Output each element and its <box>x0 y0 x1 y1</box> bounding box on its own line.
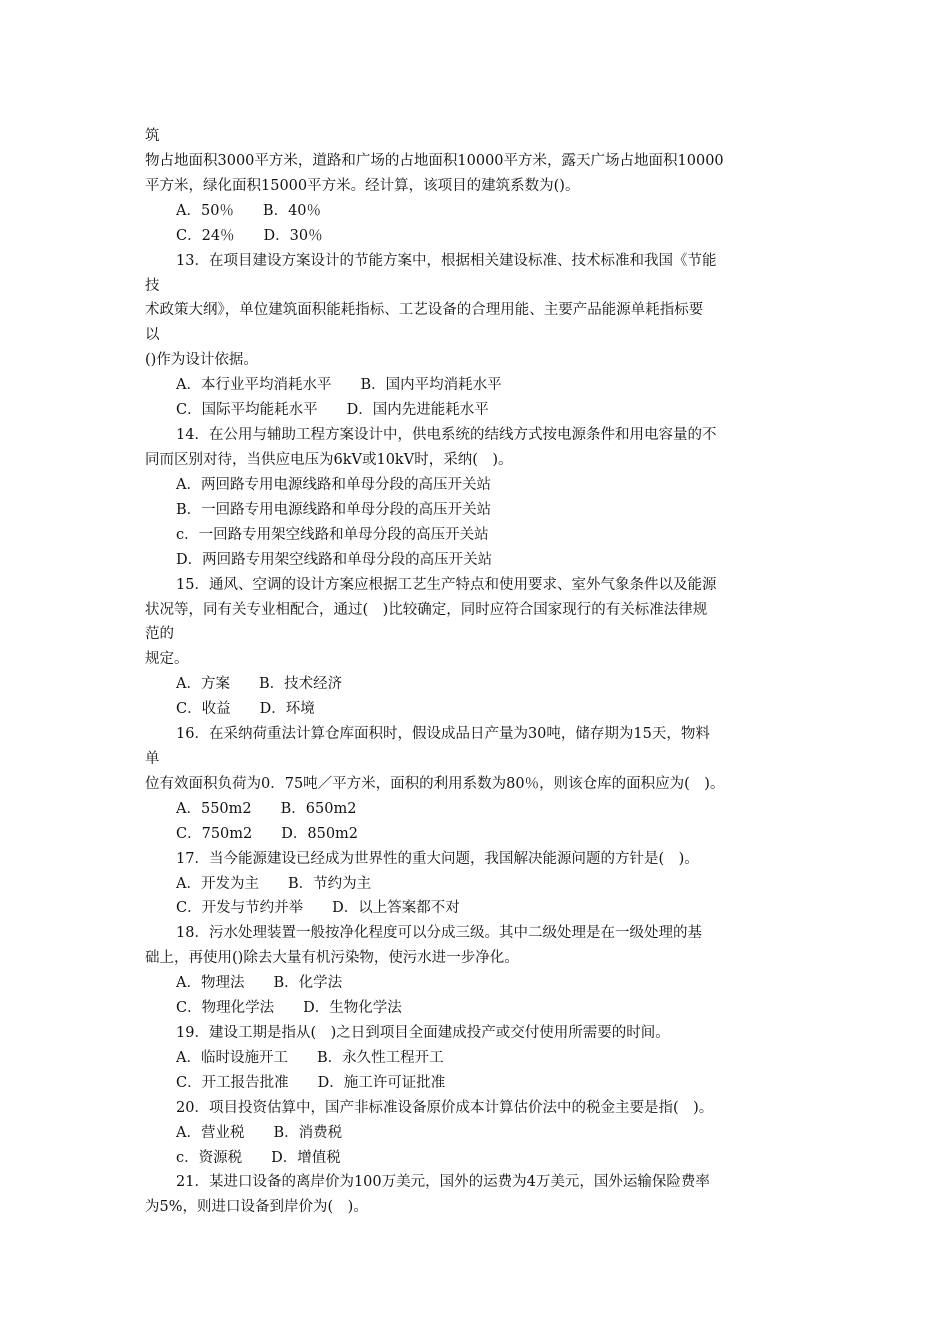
option-line: A．550m2 B．650m2 <box>176 801 357 817</box>
question-line: 14．在公用与辅助工程方案设计中，供电系统的结线方式按电源条件和用电容量的不 <box>176 427 717 443</box>
question-line: 16．在采纳荷重法计算仓库面积时，假设成品日产量为30吨，储存期为15天，物料 <box>176 726 710 742</box>
text-line: 范的 <box>145 626 174 642</box>
text-line: 以 <box>145 327 160 343</box>
text-line: 同而区别对待，当供应电压为6kV或10kV时，采纳( )。 <box>145 452 513 468</box>
text-line: 规定。 <box>145 651 189 667</box>
text-line: 位有效面积负荷为0．75吨／平方米，面积的利用系数为80％，则该仓库的面积应为( )。 <box>145 776 725 792</box>
text-line: 单 <box>145 751 160 767</box>
option-line: A．临时设施开工 B．永久性工程开工 <box>176 1050 444 1066</box>
text-line: 础上，再使用()除去大量有机污染物，使污水进一步净化。 <box>145 950 519 966</box>
question-line: 17．当今能源建设已经成为世界性的重大问题，我国解决能源问题的方针是( )。 <box>176 851 699 867</box>
question-line: 21．某进口设备的离岸价为100万美元，国外的运费为4万美元，国外运输保险费率 <box>176 1174 710 1190</box>
option-line: C．开工报告批准 D．施工许可证批准 <box>176 1075 446 1091</box>
option-line: A．开发为主 B．节约为主 <box>176 876 372 892</box>
text-line: ()作为设计依据。 <box>145 352 258 368</box>
option-line: C．国际平均能耗水平 D．国内先进能耗水平 <box>176 402 489 418</box>
text-line: 状况等，同有关专业相配合，通过( )比较确定，同时应符合国家现行的有关标准法律规 <box>145 602 708 618</box>
option-line: A．营业税 B．消费税 <box>176 1125 343 1141</box>
option-line: A．本行业平均消耗水平 B．国内平均消耗水平 <box>176 377 502 393</box>
option-line: c．一回路专用架空线路和单母分段的高压开关站 <box>176 527 489 543</box>
option-line: B．一回路专用电源线路和单母分段的高压开关站 <box>176 502 492 518</box>
option-line: A．50％ B．40％ <box>176 203 322 219</box>
option-line: C．750m2 D．850m2 <box>176 826 359 842</box>
option-line: A．物理法 B．化学法 <box>176 975 343 991</box>
question-line: 18．污水处理装置一般按净化程度可以分成三级。其中二级处理是在一级处理的基 <box>176 925 702 941</box>
option-line: C．收益 D．环境 <box>176 701 315 717</box>
text-line: 筑 <box>145 128 160 144</box>
option-line: A．两回路专用电源线路和单母分段的高压开关站 <box>176 477 491 493</box>
option-line: c．资源税 D．增值税 <box>176 1150 341 1166</box>
option-line: D．两回路专用架空线路和单母分段的高压开关站 <box>176 552 493 568</box>
question-line: 20．项目投资估算中，国产非标准设备原价成本计算估价法中的税金主要是指( )。 <box>176 1100 714 1116</box>
option-line: C．物理化学法 D．生物化学法 <box>176 1000 402 1016</box>
option-line: C．24％ D．30％ <box>176 228 323 244</box>
option-line: C．开发与节约并举 D．以上答案都不对 <box>176 900 460 916</box>
text-line: 术政策大纲》，单位建筑面积能耗指标、工艺设备的合理用能、主要产品能源单耗指标要 <box>145 302 704 318</box>
question-line: 13．在项目建设方案设计的节能方案中，根据相关建设标准、技术标准和我国《节能 <box>176 253 717 269</box>
text-line: 技 <box>145 278 160 294</box>
text-line: 平方米，绿化面积15000平方米。经计算，该项目的建筑系数为()。 <box>145 178 580 194</box>
text-line: 物占地面积3000平方米，道路和广场的占地面积10000平方米，露天广场占地面积10000 <box>145 153 724 169</box>
question-line: 19．建设工期是指从( )之日到项目全面建成投产或交付使用所需要的时间。 <box>176 1025 670 1041</box>
option-line: A．方案 B．技术经济 <box>176 676 343 692</box>
question-line: 15．通风、空调的设计方案应根据工艺生产特点和使用要求、室外气象条件以及能源 <box>176 577 717 593</box>
text-line: 为5%，则进口设备到岸价为( )。 <box>145 1199 368 1215</box>
